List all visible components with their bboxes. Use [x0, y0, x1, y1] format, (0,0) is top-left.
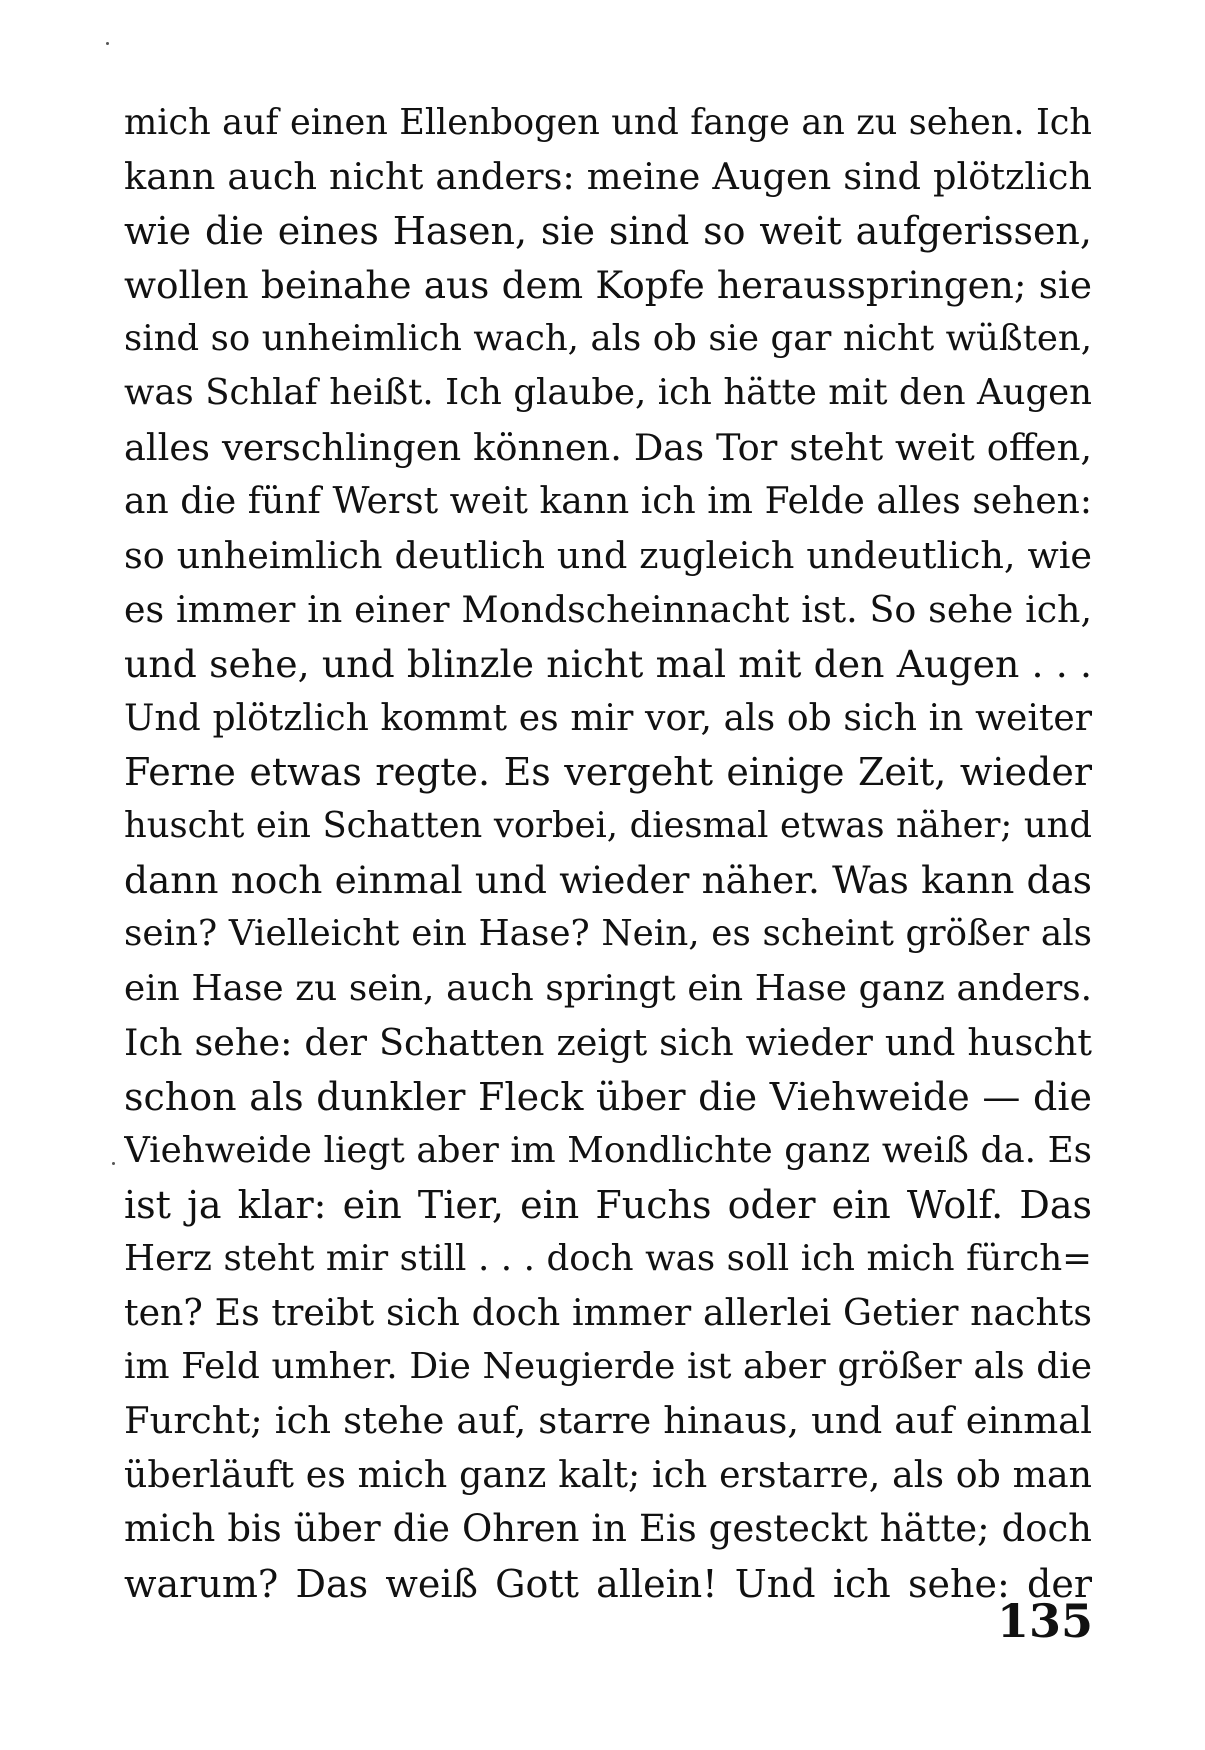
text-line: ist ja klar: ein Tier, ein Fuchs oder ein Wolf. Das [124, 1182, 1092, 1227]
body-text [124, 96, 1092, 1611]
text-line: Herz steht mir still . . . doch was soll ich mich fürch= [124, 1237, 1092, 1279]
text-line: es immer in einer Mondscheinnacht ist. So sehe ich, [124, 587, 1092, 631]
text-line: mich bis über die Ohren in Eis gesteckt hätte; doch [124, 1507, 1092, 1551]
text-line: alles verschlingen können. Das Tor steht weit offen, [124, 425, 1092, 469]
text-line: sind so unheimlich wach, als ob sie gar nicht wüßten, [124, 318, 1092, 360]
text-line: was Schlaf heißt. Ich glaube, ich hätte mit den Augen [124, 372, 1092, 414]
text-line: huscht ein Schatten vorbei, diesmal etwas näher; und [124, 805, 1092, 847]
text-line: und sehe, und blinzle nicht mal mit den Augen . . . [124, 641, 1092, 686]
text-line: wollen beinahe aus dem Kopfe herausspringen; sie [124, 263, 1092, 308]
text-line: Furcht; ich stehe auf, starre hinaus, und auf einmal [124, 1399, 1092, 1443]
page-number: 135 [996, 1594, 1093, 1648]
text-line: ein Hase zu sein, auch springt ein Hase ganz anders. [124, 967, 1092, 1009]
text-line: überläuft es mich ganz kalt; ich erstarre, als ob man [124, 1453, 1092, 1497]
print-speck [112, 1162, 115, 1165]
text-line: Ferne etwas regte. Es vergeht einige Zeit, wieder [124, 750, 1092, 795]
text-line: schon als dunkler Fleck über die Viehweide — die [124, 1074, 1092, 1119]
text-line: an die fünf Werst weit kann ich im Felde alles sehen: [124, 480, 1092, 522]
text-line: mich auf einen Ellenbogen und fange an zu sehen. Ich [124, 102, 1092, 143]
text-line: Ich sehe: der Schatten zeigt sich wieder und huscht [124, 1020, 1092, 1064]
text-line: Viehweide liegt aber im Mondlichte ganz weiß da. Es [124, 1129, 1092, 1171]
text-line: im Feld umher. Die Neugierde ist aber größer als die [124, 1346, 1092, 1388]
text-line: ten? Es treibt sich doch immer allerlei Getier nachts [124, 1291, 1092, 1335]
text-line: kann auch nicht anders: meine Augen sind plötzlich [124, 155, 1092, 199]
text-line: so unheimlich deutlich und zugleich undeutlich, wie [124, 533, 1092, 577]
text-line: warum? Das weiß Gott allein! Und ich sehe: der [124, 1561, 1092, 1606]
text-line: sein? Vielleicht ein Hase? Nein, es scheint größer als [124, 913, 1092, 955]
text-line: Und plötzlich kommt es mir vor, als ob sich in weiter [124, 697, 1092, 740]
text-line: wie die eines Hasen, sie sind so weit aufgerissen, [124, 209, 1092, 254]
print-speck [106, 42, 109, 45]
text-line: dann noch einmal und wieder näher. Was kann das [124, 858, 1092, 903]
